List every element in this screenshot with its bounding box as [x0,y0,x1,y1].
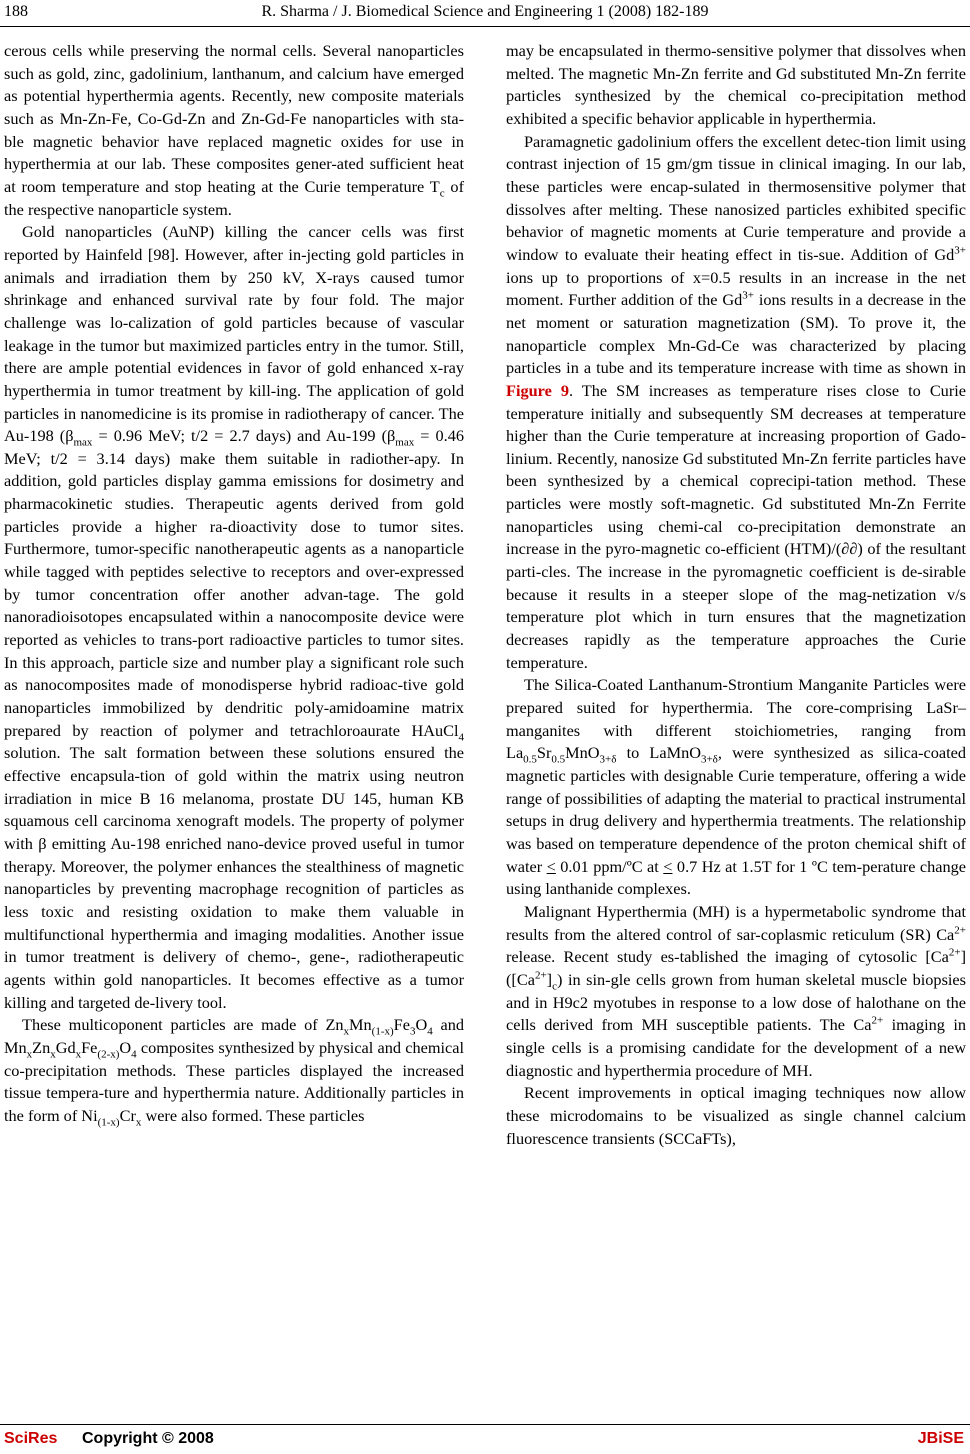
publisher-brand: SciRes [4,1430,58,1447]
page-number: 188 [4,3,28,20]
header-divider [0,26,970,27]
right-column [506,40,966,1150]
figure-9-link[interactable]: Figure 9 [506,380,569,400]
left-column [4,40,464,1128]
paragraph-silica-coated-manganite: The Silica-Coated Lanthanum-Strontium Manganite Particles were prepared suited for hyperthermia. The core-comprising LaSr–manganites with different stoichiometries, ranging from $La_{0.5}Sr_{0.5}MnO_{3+\delta}$ to LaMnO$_{3+\delta}$, were synthesized as silica-coated magnetic particles with designable Curie temperature, offering a wide range of possibilities of adapting the material to practical instrumental setups in drug delivery and hyperthermia treatments. The relationship was based on temperature dependence of the proton chemical shift of water < 0.01 ppm/ºC at < 0.7 Hz at 1.5T for 1 ºC tem-perature change using lanthanide complexes. [506,675,966,899]
footer-divider [0,1424,970,1425]
paragraph-thermosensitive-polymer: may be encapsulated in thermo-sensitive polymer that dissolves when melted. The magnetic Mn-Zn ferrite and Gd substituted Mn-Zn ferrite particles synthesized by the chemical co-precipitation method exhibited a specific behavior applicable in hyperthermia. [506,41,966,128]
journal-abbreviation: JBiSE [917,1430,964,1447]
paragraph-paramagnetic-gadolinium: Paramagnetic gadolinium offers the excellent detec-tion limit using contrast injection of 15 gm/gm tissue in clinical imaging. In our lab, these particles were encap-sulated in thermosensitive polymer that dissolves after melting. These nanosized particles exhibited specific behavior of magnetic moments at Curie temperature and provide a window to evaluate their heating effect in tis-sue. Addition of $Gd^{3+}$ ions up to proportions of x=0.5 results in an increase in the net moment. Further addition of the $Gd^{3+}$ ions results in a decrease in the net moment or saturation magnetization (SM). To prove it, the nanoparticle complex Mn-Gd-Ce was characterized by placing particles in a tube and its temperature increase with time as shown in Figure 9. The SM increases as temperature rises close to Curie temperature initially and subsequently SM decreases at temperature higher than the Curie temperature at increasing proportion of Gado-linium. Recently, nanosize Gd substituted Mn-Zn ferrite particles have been synthesized by a chemical coprecipi-tation method. These particles were mostly soft-magnetic. Gd substituted Mn-Zn Ferrite nanoparticles using chemi-cal co-precipitation demonstrate an increase in the pyro-magnetic co-efficient (HTM)/(∂∂) of the resultant parti-cles. The increase in the pyromagnetic coefficient is de-sirable because it results in a steeper slope of the mag-netization v/s temperature plot which in turn ensures that the magnetization decreases rapidly as the temperature approaches the Curie temperature. [506,131,967,672]
page-footer [0,1428,970,1452]
paragraph-multicomponent-particles: These multicoponent particles are made of $Zn_xMn_{(1-x)}Fe_3O_4$ and $Mn_xZn_xGd_xFe_{(2-x)}O_4$ composites synthesized by physical and chemical co-precipitation methods. These particles displayed the increased tissue tempera-ture and hyperthermia nature. Additionally particles in the form of $Ni_{(1-x)}Cr_x$ were also formed. These particles [4,1015,465,1129]
page-header [0,0,970,26]
paragraph-malignant-hyperthermia: Malignant Hyperthermia (MH) is a hypermetabolic syndrome that results from the altered control of sar-coplasmic reticulum (SR) $Ca^{2+}$ release. Recent study es-tablished the imaging of cytosolic $[Ca^{2+}]$ $([Ca^{2+}]_c)$ in sin-gle cells grown from human skeletal muscle biopsies and in H9c2 myotubes in response to a low dose of halothane on the cells derived from MH susceptible patients. The $Ca^{2+}$ imaging in single cells is a promising candidate for the development of a new diagnostic and hyperthermia procedure of MH. [506,901,966,1080]
running-title: R. Sharma / J. Biomedical Science and Engineering 1 (2008) 182-189 [261,3,709,20]
paragraph-hyperthermia-agents: cerous cells while preserving the normal cells. Several nanoparticles such as gold, zinc, gadolinium, lanthanum, and calcium have emerged as potential hyperthermia agents. Recently, new composite materials such as Mn-Zn-Fe, Co-Gd-Zn and Zn-Gd-Fe nanoparticles with sta-ble magnetic behavior have replaced magnetic oxides for use in hyperthermia at our lab. These composites gener-ated sufficient heat at room temperature and stop heating at the Curie temperature $T_c$ of the respective nanoparticle system. [4,41,464,219]
paragraph-gold-nanoparticles: Gold nanoparticles (AuNP) killing the cancer cells was first reported by Hainfeld [98]. However, after in-jecting gold particles in animals and irradiation them by 250 kV, X-rays caused tumor shrinkage and enhanced survival rate by four fold. The major challenge was lo-calization of gold particles because of vascular leakage in the tumor but maximized particles entry in the tumor. Still, there are ample potential evidences in favor of gold enhanced x-ray hyperthermia in tumor treatment by kill-ing. The application of gold particles in nanomedicine is its promise in radiotherapy of cancer. The Au-198 ($\beta_{max} = 0.96$ MeV; t/2 = 2.7 days) and Au-199 ($\beta_{max} = 0.46$ MeV; t/2 = 3.14 days) make them suitable in radiother-apy. In addition, gold particles display gamma emissions for dosimetry and pharmacokinetic studies. Therapeutic agents derived from gold particles provide a higher ra-dioactivity dose to tumor sites. Furthermore, tumor-specific nanotherapeutic agents as a nanoparticle while tagged with peptides selective to receptors and over-expressed by tumor concentration offer another advan-tage. The gold nanoradioisotopes encapsulated within a nanocomposite device were reported as vehicles to trans-port radioactive particles to tumor sites. In this approach, particle size and number play a significant role such as nanocomposites made of monodisperse hybrid radioac-tive gold nanoparticles immobilized by dendritic poly-amidoamine matrix prepared by reaction of polymer and tetrachloroaurate HAuCl$_4$ solution. The salt formation between these solutions ensured the effective encapsula-tion of gold within the matrix using neutron irradiation in mice B 16 melanoma, prostate DU 145, human KB squamous cell carcinoma xenograft models. The property of polymer with β emitting Au-198 enriched nano-device proved useful in tumor therapy. Moreover, the polymer enhances the stealthiness of magnetic nanoparticles by preventing macrophage recognition of particles as less toxic and resisting oxidation to make them valuable in multifunctional hyperthermia and imaging modalities. Another issue in tumor treatment is delivery of chemo-, gene-, radiotherapeutic agents within gold nanoparticles. It becomes effective as a tumor killing and targeted de-livery tool. [4,222,464,1012]
paragraph-optical-imaging: Recent improvements in optical imaging techniques now allow these microdomains to be visualized as single channel calcium fluorescence transients (SCCaFTs), [506,1083,966,1148]
copyright-notice: Copyright © 2008 [82,1430,214,1447]
